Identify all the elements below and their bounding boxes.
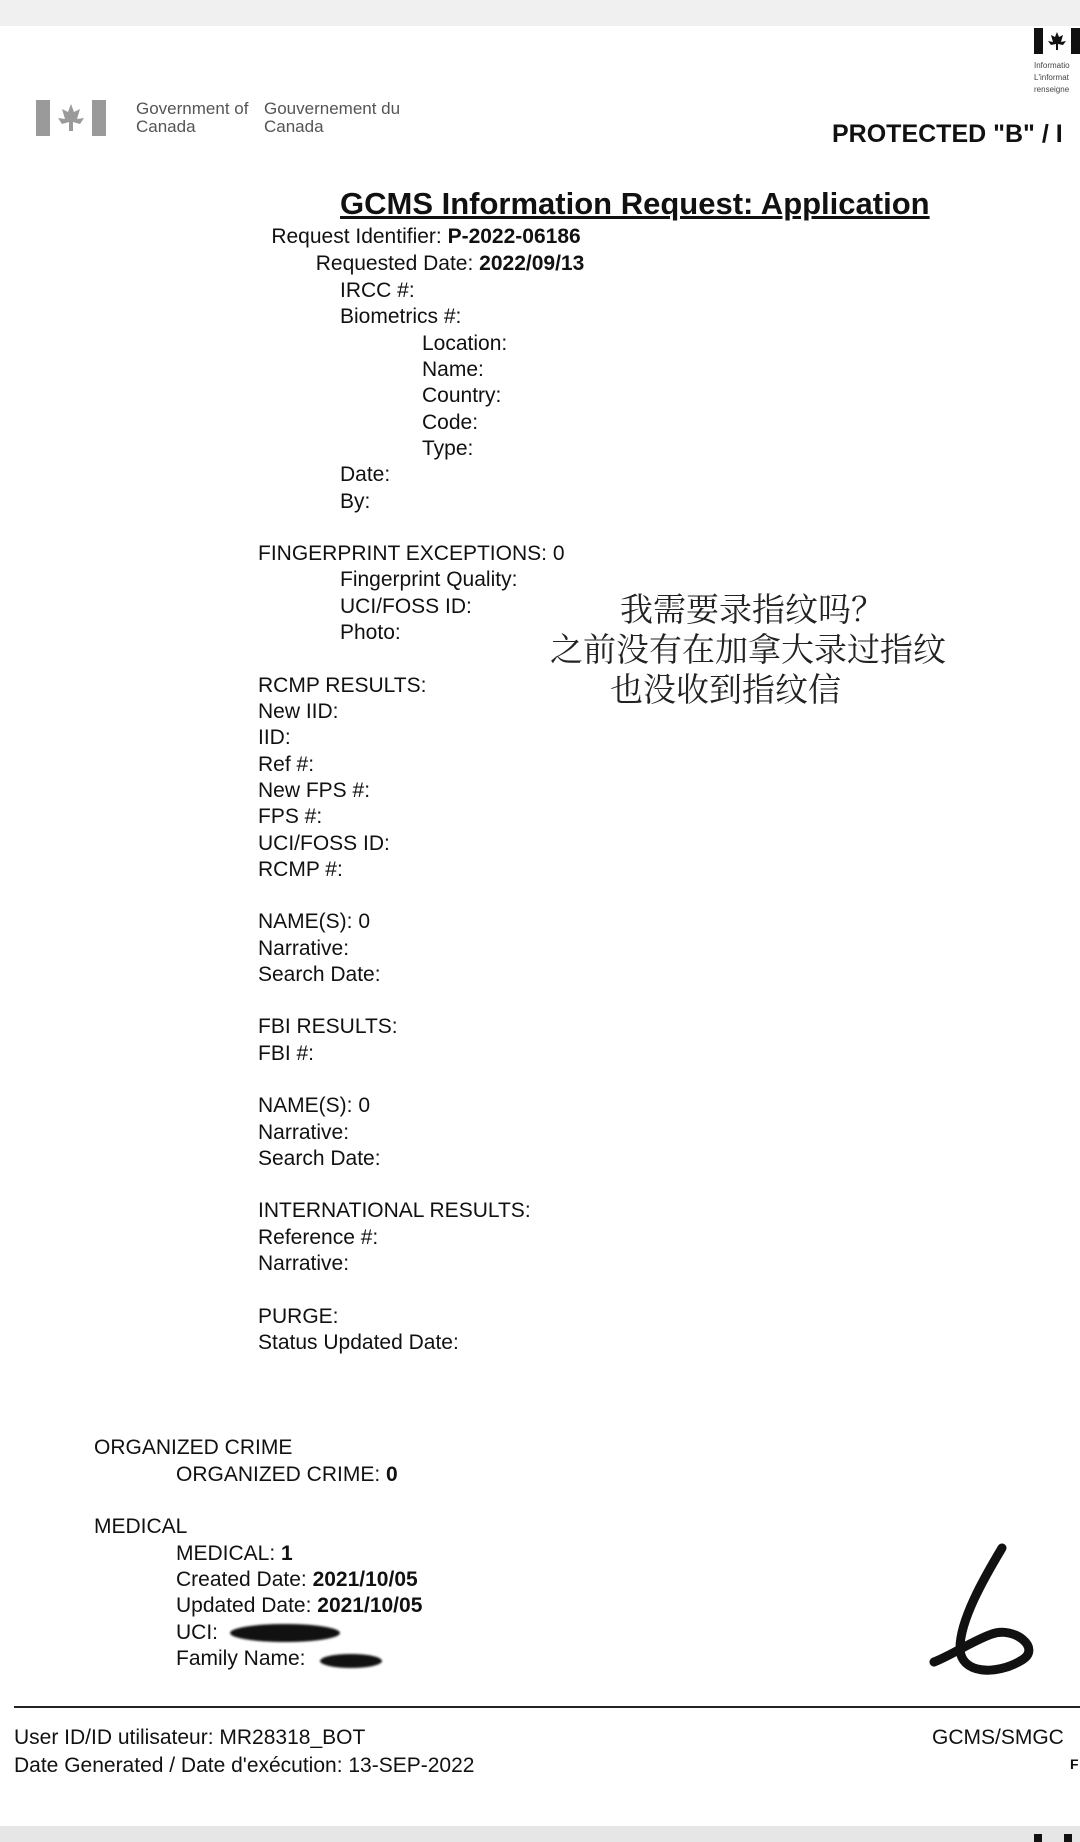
top-right-line-1: Informatio	[1034, 61, 1070, 70]
next-page-flag-icon	[1034, 1832, 1080, 1842]
family-name-redaction	[320, 1654, 382, 1668]
rcmp-fps: FPS #:	[258, 805, 323, 828]
rcmp-iid: IID:	[258, 726, 291, 749]
biometrics-label: Biometrics #:	[340, 305, 462, 328]
rcmp-search-date: Search Date:	[258, 963, 381, 986]
rcmp-number: RCMP #:	[258, 858, 343, 881]
medical-value: 1	[281, 1542, 293, 1565]
created-date-value: 2021/10/05	[312, 1568, 418, 1591]
fbi-results: FBI RESULTS:	[258, 1015, 398, 1038]
updated-date-value: 2021/10/05	[317, 1594, 423, 1617]
annotation-line-2: 之前没有在加拿大录过指纹	[550, 631, 946, 668]
rcmp-names: NAME(S): 0	[258, 910, 371, 933]
top-right-text	[1034, 60, 1070, 96]
footer-user-id: User ID/ID utilisateur: MR28318_BOT	[14, 1726, 366, 1749]
purge-label: PURGE:	[258, 1305, 339, 1328]
fbi-names: NAME(S): 0	[258, 1094, 371, 1117]
rcmp-new-iid: New IID:	[258, 700, 339, 723]
footer-page-mark: F	[1070, 1756, 1079, 1772]
fingerprint-uci: UCI/FOSS ID:	[340, 595, 472, 618]
document-title: GCMS Information Request: Application	[340, 186, 930, 221]
location-label: Location:	[422, 332, 508, 355]
uci-line	[176, 1620, 218, 1646]
government-name-english	[136, 100, 256, 136]
country-label: Country:	[422, 384, 502, 407]
request-identifier-value: P-2022-06186	[447, 225, 581, 248]
fbi-search-date: Search Date:	[258, 1147, 381, 1170]
ircc-label: IRCC #:	[340, 279, 415, 302]
top-right-line-2: L'informat	[1034, 73, 1069, 82]
code-label: Code:	[422, 411, 479, 434]
type-label: Type:	[422, 437, 474, 460]
annotation-line-3: 也没收到指纹信	[610, 671, 841, 708]
fingerprint-photo: Photo:	[340, 621, 401, 644]
annotation-line-1: 我需要录指纹吗？	[620, 591, 884, 628]
footer-system: GCMS/SMGC	[932, 1726, 1064, 1749]
requested-date-line	[0, 252, 990, 276]
top-right-line-3: renseigne	[1034, 85, 1070, 94]
uci-redaction	[230, 1624, 340, 1642]
medical-label: MEDICAL:	[176, 1542, 282, 1565]
organized-crime-value: 0	[386, 1463, 398, 1486]
fbi-narrative: Narrative:	[258, 1121, 350, 1144]
fingerprint-exceptions: FINGERPRINT EXCEPTIONS: 0	[258, 542, 565, 565]
viewer-bottom-strip	[0, 1826, 1080, 1842]
footer-date-generated: Date Generated / Date d'exécution: 13-SEP-2022	[14, 1754, 475, 1777]
government-name-french	[264, 100, 404, 136]
rcmp-narrative: Narrative:	[258, 937, 350, 960]
updated-date-line	[176, 1593, 422, 1619]
international-narrative: Narrative:	[258, 1252, 350, 1275]
organized-crime-heading: ORGANIZED CRIME	[94, 1436, 293, 1459]
rcmp-results: RCMP RESULTS:	[258, 674, 427, 697]
medical-heading: MEDICAL	[94, 1515, 188, 1538]
created-date-line	[176, 1567, 418, 1593]
requested-date-value: 2022/09/13	[479, 252, 585, 275]
protected-classification: PROTECTED "B" / I	[832, 120, 1063, 148]
footer-rule	[14, 1706, 1080, 1708]
fingerprint-quality: Fingerprint Quality:	[340, 568, 518, 591]
name-label: Name:	[422, 358, 484, 381]
gov-fr-text: Gouvernement du Canada	[264, 99, 401, 136]
international-results: INTERNATIONAL RESULTS:	[258, 1199, 531, 1222]
canada-flag-icon	[36, 98, 106, 138]
handwritten-number	[926, 1538, 1046, 1688]
requested-date-label: Requested Date:	[315, 252, 480, 275]
document-page	[0, 26, 1080, 1826]
family-name-label: Family Name:	[176, 1647, 306, 1670]
rcmp-uci: UCI/FOSS ID:	[258, 832, 390, 855]
medical-line	[176, 1541, 293, 1567]
organized-crime-line	[176, 1462, 398, 1488]
created-date-label: Created Date:	[176, 1568, 313, 1591]
request-identifier-line	[0, 225, 966, 249]
gov-en-text: Government of Canada	[136, 99, 249, 136]
top-right-flag-icon	[1034, 28, 1080, 54]
request-identifier-label: Request Identifier:	[271, 225, 448, 248]
rcmp-ref: Ref #:	[258, 753, 315, 776]
international-reference: Reference #:	[258, 1226, 379, 1249]
uci-label: UCI:	[176, 1621, 218, 1644]
rcmp-new-fps: New FPS #:	[258, 779, 371, 802]
fbi-number: FBI #:	[258, 1042, 315, 1065]
family-name-line	[176, 1646, 306, 1672]
date-label: Date:	[340, 463, 391, 486]
organized-crime-label: ORGANIZED CRIME:	[176, 1463, 387, 1486]
status-updated-date: Status Updated Date:	[258, 1331, 459, 1354]
by-label: By:	[340, 490, 371, 513]
updated-date-label: Updated Date:	[176, 1594, 318, 1617]
